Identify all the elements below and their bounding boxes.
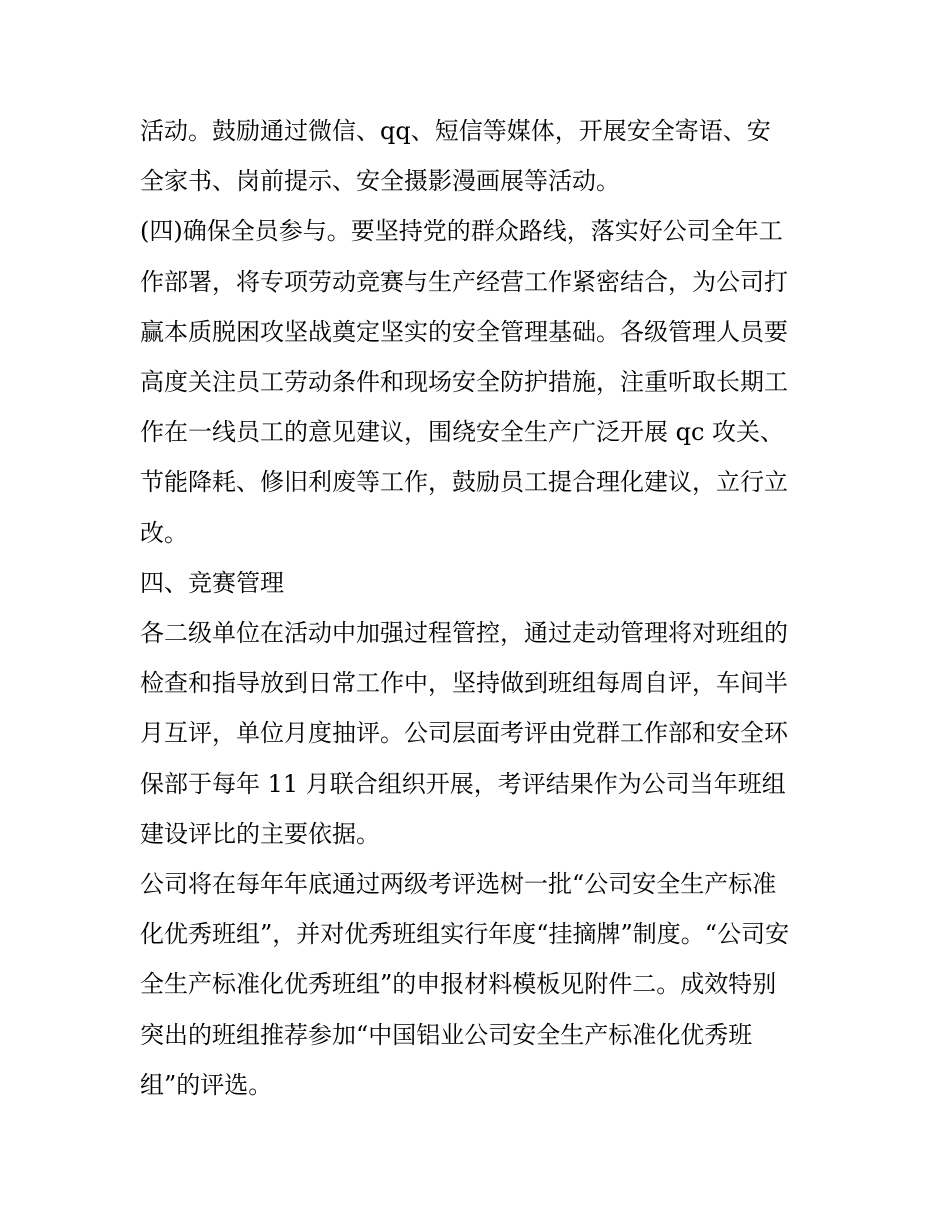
text-line: 作部署，将专项劳动竞赛与生产经营工作紧密结合，为公司打 xyxy=(140,268,788,296)
text-line: 建设评比的主要依据。 xyxy=(140,820,380,848)
text-line: 保部于每年 11 月联合组织开展，考评结果作为公司当年班组 xyxy=(140,770,786,798)
text-line: 组”的评选。 xyxy=(140,1071,273,1099)
text-line: 活动。鼓励通过微信、qq、短信等媒体，开展安全寄语、安 xyxy=(140,117,771,145)
text-line: 月互评，单位月度抽评。公司层面考评由党群工作部和安全环 xyxy=(140,719,788,747)
text-line: 突出的班组推荐参加“中国铝业公司安全生产标准化优秀班 xyxy=(140,1021,753,1049)
section-heading: 四、竞赛管理 xyxy=(140,569,284,597)
text-line: 检查和指导放到日常工作中，坚持做到班组每周自评，车间半 xyxy=(140,669,788,697)
text-line: 节能降耗、修旧利废等工作，鼓励员工提合理化建议，立行立 xyxy=(140,468,788,496)
text-line: 改。 xyxy=(140,519,188,547)
text-line: 全生产标准化优秀班组”的申报材料模板见附件二。成效特别 xyxy=(140,970,777,998)
text-line: 作在一线员工的意见建议，围绕安全生产广泛开展 qc 攻关、 xyxy=(140,418,785,446)
text-line: 赢本质脱困攻坚战奠定坚实的安全管理基础。各级管理人员要 xyxy=(140,318,788,346)
text-line: 各二级单位在活动中加强过程管控，通过走动管理将对班组的 xyxy=(140,619,788,647)
text-line: 全家书、岗前提示、安全摄影漫画展等活动。 xyxy=(140,167,620,195)
text-line: 化优秀班组”，并对优秀班组实行年度“挂摘牌”制度。“公司安 xyxy=(140,920,790,948)
text-line: (四)确保全员参与。要坚持党的群众路线，落实好公司全年工 xyxy=(140,217,783,245)
text-line: 高度关注员工劳动条件和现场安全防护措施，注重听取长期工 xyxy=(140,368,788,396)
text-line: 公司将在每年年底通过两级考评选树一批“公司安全生产标准 xyxy=(140,870,777,898)
